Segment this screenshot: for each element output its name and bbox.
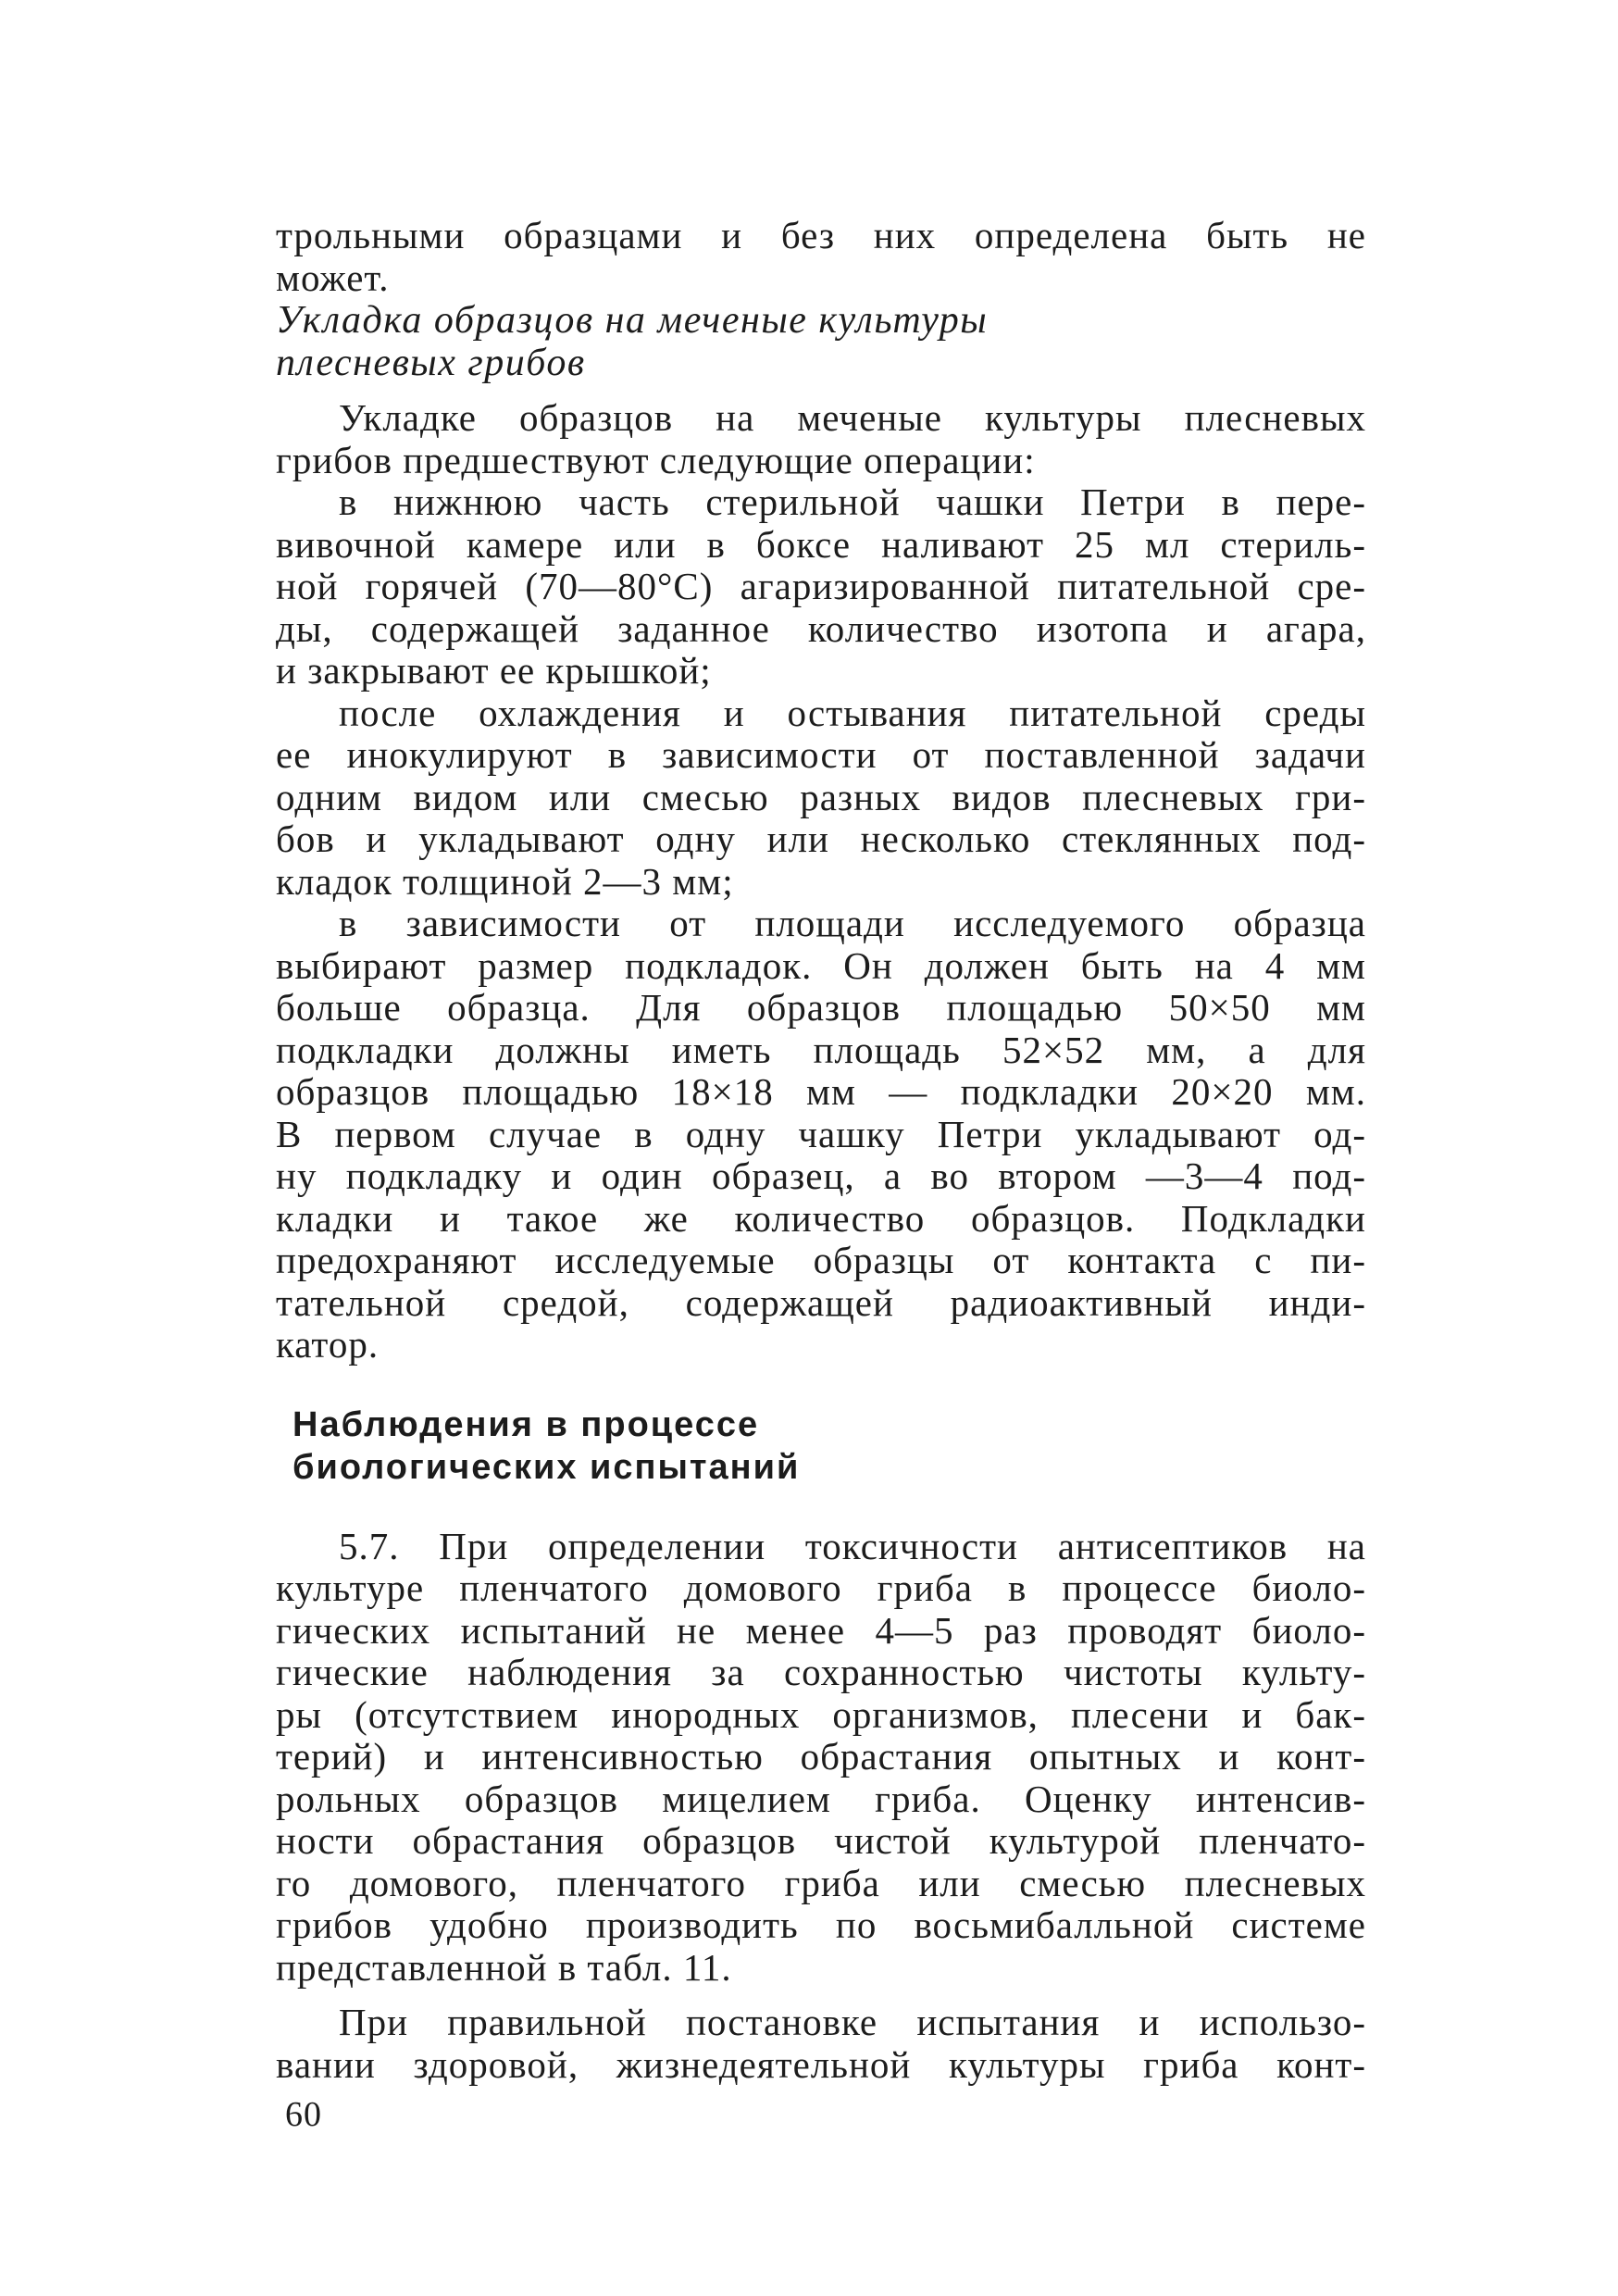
- italic-subheading: [276, 299, 1366, 384]
- text-line: после охлаждения и остывания питательной среды: [339, 692, 1366, 734]
- text-line: рольных образцов мицелием гриба. Оценку интенсив-: [276, 1778, 1366, 1820]
- text-line: выбирают размер подкладок. Он должен быть на 4 мм: [276, 944, 1366, 987]
- text-line: В первом случае в одну чашку Петри укладывают од-: [276, 1113, 1366, 1155]
- text-line: го домового, пленчатого гриба или смесью плесневых: [276, 1862, 1366, 1904]
- heading-line: Наблюдения в процессе: [292, 1404, 760, 1444]
- text-line: катор.: [276, 1324, 380, 1366]
- text-line: и закрывают ее крышкой;: [276, 650, 712, 692]
- text-line: ной горячей (70—80°С) агаризированной питательной сре-: [276, 566, 1366, 607]
- text-line: грибов удобно производить по восьмибалльной системе: [276, 1904, 1366, 1946]
- text-line: представленной в табл. 11.: [276, 1946, 732, 1989]
- text-line: больше образца. Для образцов площадью 50×50 мм: [276, 987, 1366, 1029]
- text-line: кладки и такое же количество образцов. Подкладки: [276, 1197, 1366, 1240]
- text-line: может.: [276, 256, 390, 299]
- text-line: в зависимости от площади исследуемого образца: [339, 903, 1366, 944]
- page-body: [276, 215, 1366, 2086]
- page-number: 60: [285, 2095, 322, 2134]
- text-line: трольными образцами и без них определена быть не: [276, 215, 1366, 256]
- paragraph-observations: [276, 1526, 1366, 1990]
- paragraph-intro-operations: [276, 397, 1366, 481]
- text-line: ее инокулируют в зависимости от поставленной задачи: [276, 734, 1366, 776]
- text-line: При правильной постановке испытания и использо-: [339, 2002, 1366, 2043]
- text-line: предохраняют исследуемые образцы от контакта с пи-: [276, 1240, 1366, 1281]
- text-line: грибов предшествуют следующие операции:: [276, 439, 1036, 481]
- text-line: ры (отсутствием инородных организмов, плесени и бак-: [276, 1693, 1366, 1736]
- paragraph-pour-medium: [276, 481, 1366, 693]
- paragraph-inoculate: [276, 693, 1366, 904]
- intro-paragraph: [276, 215, 1366, 299]
- text-line: Укладке образцов на меченые культуры плесневых: [339, 397, 1366, 439]
- text-line: 5.7. При определении токсичности антисептиков на: [339, 1525, 1366, 1567]
- text-line: вивочной камере или в боксе наливают 25 мл стериль-: [276, 523, 1366, 566]
- subheading-line: Укладка образцов на меченые культуры: [276, 299, 989, 342]
- text-line: бов и укладывают одну или несколько стеклянных под-: [276, 818, 1366, 860]
- text-line: гических испытаний не менее 4—5 раз проводят биоло-: [276, 1609, 1366, 1652]
- text-line: культуре пленчатого домового гриба в процессе биоло-: [276, 1567, 1366, 1609]
- text-line: одним видом или смесью разных видов плесневых гри-: [276, 776, 1366, 818]
- text-line: кладок толщиной 2—3 мм;: [276, 860, 734, 903]
- text-line: ды, содержащей заданное количество изотопа и агара,: [276, 607, 1366, 650]
- paragraph-liner-size: [276, 903, 1366, 1366]
- text-line: гические наблюдения за сохранностью чистоты культу-: [276, 1652, 1366, 1693]
- paragraph-control: [276, 2002, 1366, 2086]
- text-line: терий) и интенсивностью обрастания опытных и конт-: [276, 1736, 1366, 1778]
- text-line: в нижнюю часть стерильной чашки Петри в пере-: [339, 481, 1366, 523]
- text-line: тательной средой, содержащей радиоактивный инди-: [276, 1281, 1366, 1324]
- section-heading: [276, 1404, 1366, 1489]
- text-line: вании здоровой, жизнедеятельной культуры гриба конт-: [276, 2043, 1366, 2086]
- subheading-line: плесневых грибов: [276, 342, 586, 384]
- text-line: ну подкладку и один образец, а во втором —3—4 под-: [276, 1155, 1366, 1197]
- text-line: подкладки должны иметь площадь 52×52 мм, а для: [276, 1029, 1366, 1071]
- text-line: ности обрастания образцов чистой культурой пленчато-: [276, 1820, 1366, 1862]
- heading-line: биологических испытаний: [292, 1447, 801, 1487]
- text-line: образцов площадью 18×18 мм — подкладки 20×20 мм.: [276, 1071, 1366, 1113]
